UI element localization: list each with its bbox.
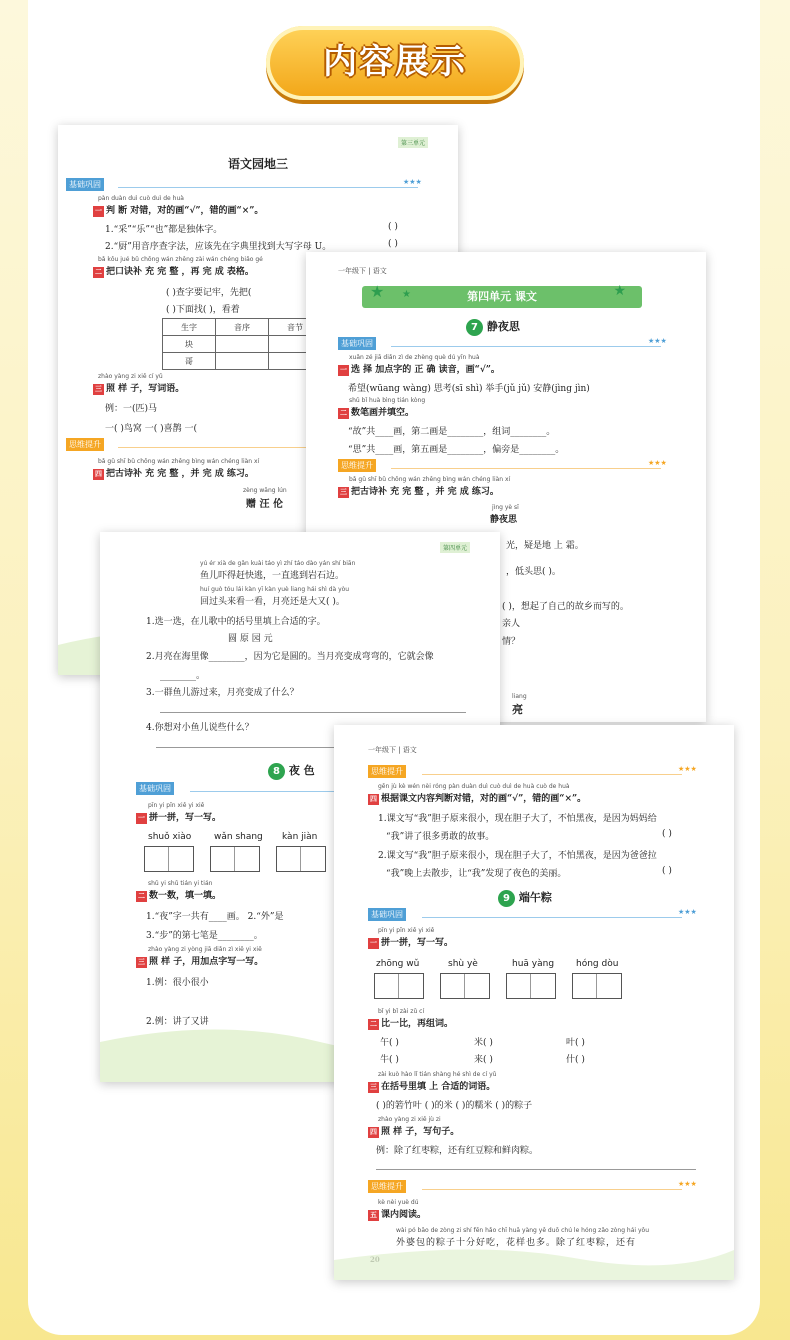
pinyin: jìng yè sī — [492, 504, 519, 511]
answer-line — [376, 1169, 696, 1170]
poem-line: ，低头思( )。 — [506, 567, 561, 577]
pinyin: xuǎn zé jiā diǎn zì de zhèng què dú yīn huà — [349, 354, 480, 361]
answer-paren: ( ) — [662, 829, 672, 839]
pinyin: wài pó bāo de zòng zi shí fēn hǎo chī huā yàng yě duō chú le hóng zǎo zòng hái yǒu — [396, 1227, 649, 1234]
content-display-badge — [266, 26, 524, 100]
divider — [391, 346, 661, 347]
compare-item: 午( ) — [380, 1038, 399, 1048]
compare-item: 米( ) — [474, 1038, 493, 1048]
writing-grid[interactable] — [276, 846, 326, 872]
poem-line: 情？ — [502, 637, 521, 647]
pinyin: bǎ kǒu jué bǔ chōng wán zhěng zài wán chéng biǎo gé — [98, 256, 263, 263]
text-fragment: 亮 — [512, 703, 523, 716]
section-basic: 基础巩固 — [66, 178, 104, 191]
poem-title: 静夜思 — [490, 515, 518, 525]
question: 四 照 样 子，写句子。 — [370, 1127, 460, 1137]
divider — [422, 774, 682, 775]
pinyin-table — [162, 318, 322, 370]
pinyin-word: zhōng wǔ — [376, 959, 420, 969]
lesson-title: 8 夜 色 — [268, 762, 315, 780]
question-item: 1.选一选，在儿歌中的括号里填上合适的字。 — [146, 617, 326, 627]
pinyin-word: wǎn shang — [214, 832, 263, 842]
writing-grid[interactable] — [572, 973, 622, 999]
section-basic: 基础巩固 — [368, 908, 406, 921]
pinyin: yú ér xià de gǎn kuài táo yì zhí táo dào yán shí biān — [200, 560, 356, 567]
poem-line: 光，疑是地 上 霜。 — [506, 541, 584, 551]
question-item: 例：除了红枣粽，还有红豆粽和鲜肉粽。 — [376, 1146, 539, 1156]
question-item: 3.“步”的第七笔是________。 — [146, 931, 263, 941]
table-cell — [216, 353, 269, 370]
pinyin-word: hóng dòu — [576, 959, 619, 969]
poem-line: ( )，想起了自己的故乡而写的。 — [502, 602, 629, 612]
poem-line: 亲人 — [502, 619, 521, 629]
question: 一 选 择 加点字的 正 确 读音，画“√”。 — [340, 365, 500, 375]
question-item: 2.“厨”用音序查字法，应该先在字典里找到大写字母 U。 — [105, 242, 332, 252]
lesson-title: 9 端午粽 — [498, 889, 552, 907]
stars-icon: ★★★ — [678, 1180, 697, 1188]
pinyin: bǎ gǔ shī bǔ chōng wán zhěng bìng wán chéng liàn xí — [98, 458, 260, 465]
question-item: 2.课文写“我”胆子原来很小，现在胆子大了，不怕黑夜，是因为爸爸拉 — [378, 851, 657, 861]
table-header: 音序 — [216, 319, 269, 336]
table-cell: 哥 — [163, 353, 216, 370]
unit-tag: 第四单元 — [440, 542, 470, 553]
stars-icon: ★★★ — [678, 908, 697, 916]
question: 三 在括号里填 上 合适的词语。 — [370, 1082, 496, 1092]
compare-item: 牛( ) — [380, 1055, 399, 1065]
question-item: “我”讲了很多勇敢的故事。 — [386, 832, 495, 842]
question: 三 照 样 子，写词语。 — [95, 384, 185, 394]
pinyin: shǔ bǐ huà bìng tián kòng — [349, 397, 426, 404]
section-basic: 基础巩固 — [338, 337, 376, 350]
star-icon: ★ — [370, 282, 385, 301]
question: 二 把口诀补 充 完 整 ，再 完 成 表格。 — [95, 267, 254, 277]
reading-text: 外婆包的粽子十分好吃，花样也多。除了红枣粽，还有 — [396, 1238, 637, 1248]
rhyme-line: 回过头来看一看，月亮还是大又( )。 — [200, 597, 345, 607]
stars-icon: ★★★ — [403, 178, 422, 186]
compare-item: 来( ) — [474, 1055, 493, 1065]
table-header: 音节 — [269, 319, 322, 336]
pinyin-word: kàn jiàn — [282, 832, 318, 842]
question-item: ________。 — [160, 671, 206, 681]
section-basic: 基础巩固 — [136, 782, 174, 795]
stars-icon: ★★★ — [678, 765, 697, 773]
pinyin: zhào yàng zi xiě cí yǔ — [98, 373, 163, 380]
question-item: ( )下面找( )，看着 — [166, 305, 240, 315]
pinyin-word: huā yàng — [512, 959, 555, 969]
page-header: 一年级下 | 语文 — [338, 267, 387, 275]
pinyin-word: shuǒ xiào — [148, 832, 192, 842]
page-thumbnail-4 — [334, 725, 734, 1280]
question-item: 例：一(匹)马 — [105, 404, 158, 414]
table-header: 生字 — [163, 319, 216, 336]
stars-icon: ★★★ — [648, 459, 667, 467]
question: 一 拼一拼，写一写。 — [138, 813, 222, 823]
divider — [391, 468, 661, 469]
divider — [422, 1189, 682, 1190]
question: 二 比一比，再组词。 — [370, 1019, 454, 1029]
question-item: 2.月亮在海里像________，因为它是圆的。当月亮变成弯弯的，它就会像 — [146, 652, 434, 662]
compare-item: 什( ) — [566, 1055, 585, 1065]
question: 四 根据课文内容判断对错，对的画“√”，错的画“×”。 — [370, 794, 587, 804]
page-title: 语文园地三 — [228, 157, 289, 171]
section-think: 思维提升 — [338, 459, 376, 472]
answer-options: 圆 原 园 元 — [228, 634, 273, 644]
answer-line — [160, 712, 466, 713]
question: 二 数笔画并填空。 — [340, 408, 415, 418]
question-item: ( )查字要记牢，先把( — [166, 288, 252, 298]
unit-banner — [362, 282, 642, 308]
question-item: 1.例：很小很小 — [146, 978, 209, 988]
section-think: 思维提升 — [368, 765, 406, 778]
pinyin: gēn jù kè wén nèi róng pàn duàn duì cuò duì de huà cuò de huà — [378, 783, 570, 790]
section-think: 思维提升 — [66, 438, 104, 451]
writing-grid[interactable] — [506, 973, 556, 999]
wave-decoration — [334, 1210, 734, 1280]
writing-grid[interactable] — [374, 973, 424, 999]
writing-grid[interactable] — [440, 973, 490, 999]
star-icon: ★ — [613, 283, 626, 299]
question: 二 数一数，填一填。 — [138, 891, 222, 901]
poem-title: 赠 汪 伦 — [246, 499, 283, 510]
question: 五 课内阅读。 — [370, 1210, 427, 1220]
question-item: 1.“采”“乐”“也”都是独体字。 — [105, 225, 223, 235]
pinyin: zhào yàng zi yòng jiā diǎn zì xiě yi xiě — [148, 946, 262, 953]
pinyin: kè nèi yuè dú — [378, 1199, 419, 1206]
divider — [422, 917, 682, 918]
compare-item: 叶( ) — [566, 1038, 585, 1048]
pinyin: pīn yi pīn xiě yi xiě — [148, 802, 205, 809]
unit-tag: 第三单元 — [398, 137, 428, 148]
question-item: ( )的箬竹叶 ( )的米 ( )的糯米 ( )的粽子 — [376, 1101, 533, 1111]
pinyin-word: shù yè — [448, 959, 478, 969]
question-item: 1.课文写“我”胆子原来很小，现在胆子大了，不怕黑夜，是因为妈妈给 — [378, 814, 657, 824]
divider — [118, 187, 418, 188]
pinyin: huí guò tóu lái kàn yī kàn yuè liang hái shì dà yòu — [200, 586, 350, 593]
pinyin: pīn yi pīn xiě yi xiě — [378, 927, 435, 934]
question-item: 希望(wūang wàng) 思考(sī shì) 举手(jǔ jǔ) 安静(jìng jìn) — [348, 384, 590, 394]
writing-grid[interactable] — [210, 846, 260, 872]
pinyin: bǎ gǔ shī bǔ chōng wán zhěng bìng wán chéng liàn xí — [349, 476, 511, 483]
question: 一 拼一拼，写一写。 — [370, 938, 454, 948]
lesson-title: 7 静夜思 — [466, 318, 520, 336]
pinyin: pàn duàn duì cuò duì de huà — [98, 195, 184, 202]
unit-banner-text: 第四单元 课文 — [467, 290, 537, 303]
answer-line — [156, 747, 336, 748]
answer-paren: ( ) — [388, 239, 398, 249]
question-item: 一( )鸟窝 一( )喜鹊 一( — [105, 424, 197, 434]
question: 一 判 断 对错，对的画“√”，错的画“×”。 — [95, 206, 264, 216]
pinyin: shǔ yi shǔ tián yi tián — [148, 880, 213, 887]
table-cell — [216, 336, 269, 353]
question-item: “我”晚上去散步，让“我”发现了夜色的美丽。 — [386, 869, 567, 879]
banner-title: 内容展示 — [323, 42, 467, 82]
question-item: “思”共____画，第五画是________，偏旁是________。 — [348, 445, 565, 455]
question-item: 1.“夜”字一共有____画。 2.“外”是 — [146, 912, 284, 922]
question-item: 2.例：讲了又讲 — [146, 1017, 209, 1027]
pinyin: zài kuò hào lǐ tián shàng hé shì de cí yǔ — [378, 1071, 497, 1078]
table-cell: 块 — [163, 336, 216, 353]
question: 三 把古诗补 充 完 整 ，并 完 成 练习。 — [340, 487, 499, 497]
section-think: 思维提升 — [368, 1180, 406, 1193]
question-item: “故”共____画，第二画是________，组词________。 — [348, 427, 556, 437]
question: 三 照 样 子，用加点字写一写。 — [138, 957, 264, 967]
divider — [190, 791, 350, 792]
stars-icon: ★★★ — [648, 337, 667, 345]
question-item: 4.你想对小鱼儿说些什么？ — [146, 723, 254, 733]
rhyme-line: 鱼儿吓得赶快逃，一直逃到岩石边。 — [200, 571, 345, 581]
pinyin: bǐ yi bǐ zài zǔ cí — [378, 1008, 425, 1015]
question: 四 把古诗补 充 完 整 ，并 完 成 练习。 — [95, 469, 254, 479]
question-item: 3.一群鱼儿游过来，月亮变成了什么？ — [146, 688, 299, 698]
star-icon: ★ — [402, 289, 411, 300]
answer-paren: ( ) — [662, 866, 672, 876]
pinyin: zhào yàng zi xiě jù zi — [378, 1116, 441, 1123]
writing-grid[interactable] — [144, 846, 194, 872]
pinyin: zèng wāng lún — [243, 487, 287, 494]
page-header: 一年级下 | 语文 — [368, 746, 417, 754]
pinyin: liang — [512, 693, 527, 700]
answer-paren: ( ) — [388, 222, 398, 232]
